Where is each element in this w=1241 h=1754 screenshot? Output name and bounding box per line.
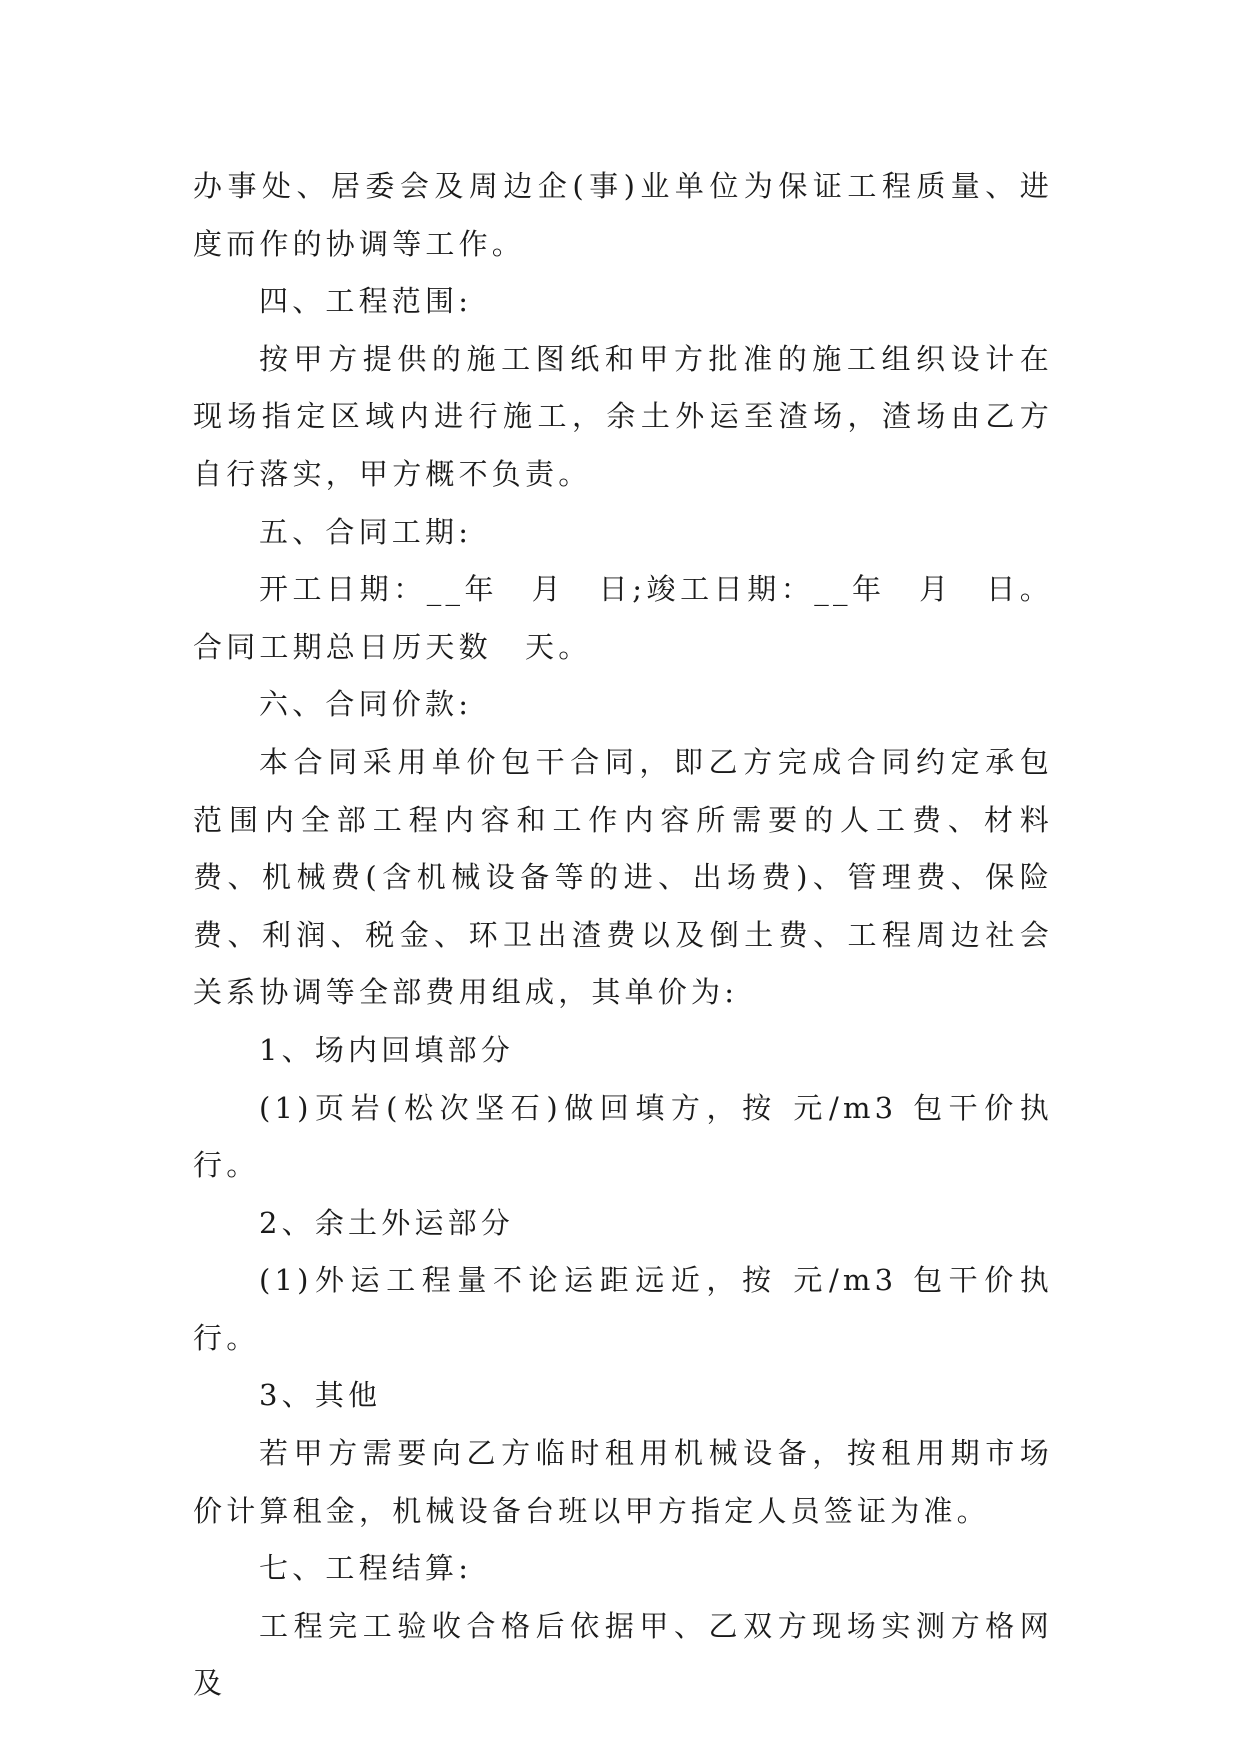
item-soil-transport-detail: (1)外运工程量不论运距远近，按 元/m3 包干价执行。: [193, 1263, 1053, 1355]
paragraph-continuation: 办事处、居委会及周边企(事)业单位为保证工程质量、进度而作的协调等工作。: [193, 169, 1053, 261]
paragraph-price: 本合同采用单价包干合同，即乙方完成合同约定承包范围内全部工程内容和工作内容所需要的人工费、材料费、机械费(含机械设备等的进、出场费)、管理费、保险费、利润、税金、环卫出渣费以及倒土费、工程周边社会关系协调等全部费用组成，其单价为:: [193, 744, 1053, 1010]
paragraph-settlement: 工程完工验收合格后依据甲、乙双方现场实测方格网及: [193, 1608, 1053, 1701]
paragraph-scope: 按甲方提供的施工图纸和甲方批准的施工组织设计在现场指定区域内进行施工，余土外运至渣场，渣场由乙方自行落实，甲方概不负责。: [193, 341, 1053, 491]
heading-period: 五、合同工期:: [259, 514, 473, 549]
paragraph-equipment-rental: 若甲方需要向乙方临时租用机械设备，按租用期市场价计算租金，机械设备台班以甲方指定人员签证为准。: [193, 1436, 1053, 1528]
item-other: 3、其他: [259, 1378, 382, 1413]
heading-scope: 四、工程范围:: [259, 284, 473, 319]
document-body: [193, 158, 1053, 1713]
heading-settlement: 七、工程结算:: [259, 1551, 473, 1586]
heading-price: 六、合同价款:: [259, 687, 473, 722]
item-backfill-detail: (1)页岩(松次坚石)做回填方，按 元/m3 包干价执行。: [193, 1090, 1053, 1183]
item-soil-transport: 2、余土外运部分: [259, 1205, 515, 1240]
paragraph-period: 开工日期：__年 月 日;竣工日期：__年 月 日。合同工期总日历天数 天。: [193, 572, 1053, 664]
item-backfill: 1、场内回填部分: [259, 1032, 515, 1067]
